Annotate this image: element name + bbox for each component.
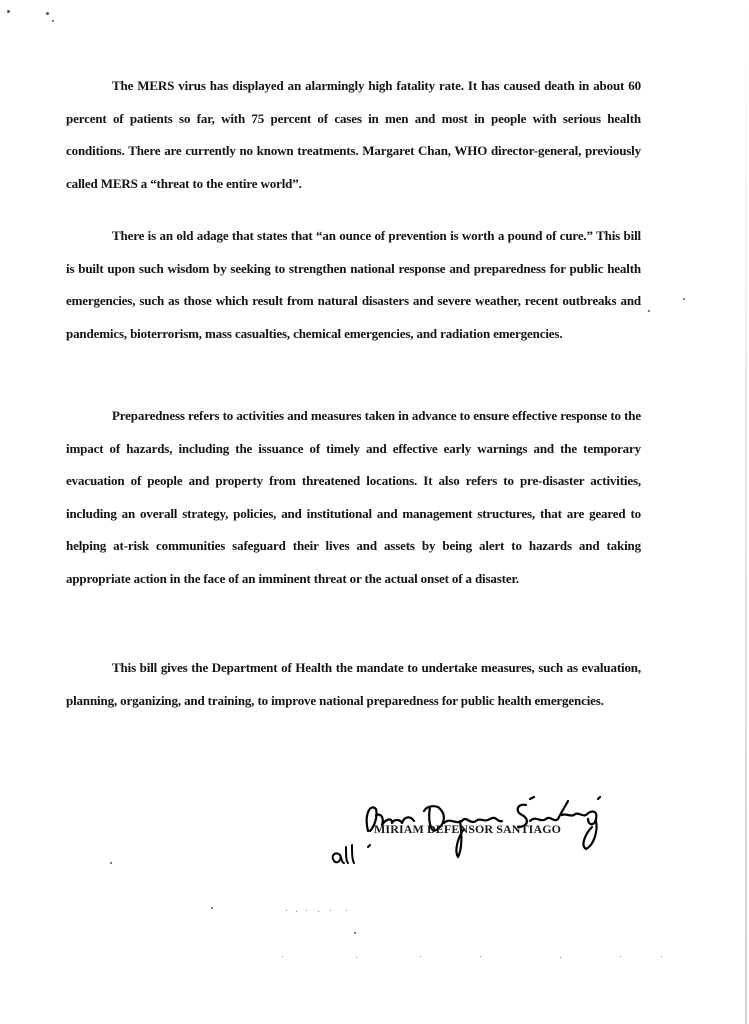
scan-speck [110,862,112,864]
paragraph-prevention-adage: There is an old adage that states that “an ounce of prevention is worth a pound of cure.” This bill is built upon such wisdom by seeking to strengthen national response and preparedness for public health emergencies, such as those which result from natural disasters and severe weather, recent outbreaks and pandemics, bioterrorism, mass casualties, chemical emergencies, and radiation emergencies. [66,228,641,341]
scan-speck [420,956,421,957]
scan-speck [354,932,356,934]
scan-speck [480,956,481,957]
paragraph-preparedness-definition: Preparedness refers to activities and measures taken in advance to ensure effective response to the impact of hazards, including the issuance of timely and effective early warnings and the temporary evacuation of people and property from threatened locations. It also refers to pre-disaster activities, including an overall strategy, policies, and institutional and management structures, that are geared to helping at-risk communities safeguard their lives and assets by being alert to hazards and taking appropriate action in the face of an imminent threat or the actual onset of a disaster. [66,408,641,586]
signature-block [330,785,630,875]
scan-speck [286,910,287,911]
initials-mark [333,845,370,863]
scan-speck [683,298,685,300]
scan-speck [282,956,283,957]
paragraph-department-mandate: This bill gives the Department of Health the mandate to undertake measures, such as evaluation, planning, organizing, and training, to improve national preparedness for public health emergencies. [66,660,641,708]
signatory-name: MIRIAM DEFENSOR SANTIAGO [374,822,562,836]
paragraph-mers-fatality: The MERS virus has displayed an alarmingly high fatality rate. It has caused death in about 60 percent of patients so far, with 75 percent of cases in men and most in people with serious health conditions. There are currently no known treatments. Margaret Chan, WHO director-general, previously called MERS a “threat to the entire world”. [66,78,641,191]
scan-speck [330,910,331,911]
scan-speck [46,12,49,15]
scan-speck [620,956,621,957]
scan-speck [661,956,662,957]
scan-speck [306,910,307,911]
scan-speck [356,957,357,958]
scan-speck [296,911,297,912]
scan-speck [346,910,347,911]
scan-speck [318,911,319,912]
scan-speck [560,957,561,958]
scan-edge-shadow [745,0,747,1024]
scan-speck [52,20,54,22]
scan-speck [7,10,10,13]
scan-speck [211,907,213,909]
scan-speck [648,310,650,312]
